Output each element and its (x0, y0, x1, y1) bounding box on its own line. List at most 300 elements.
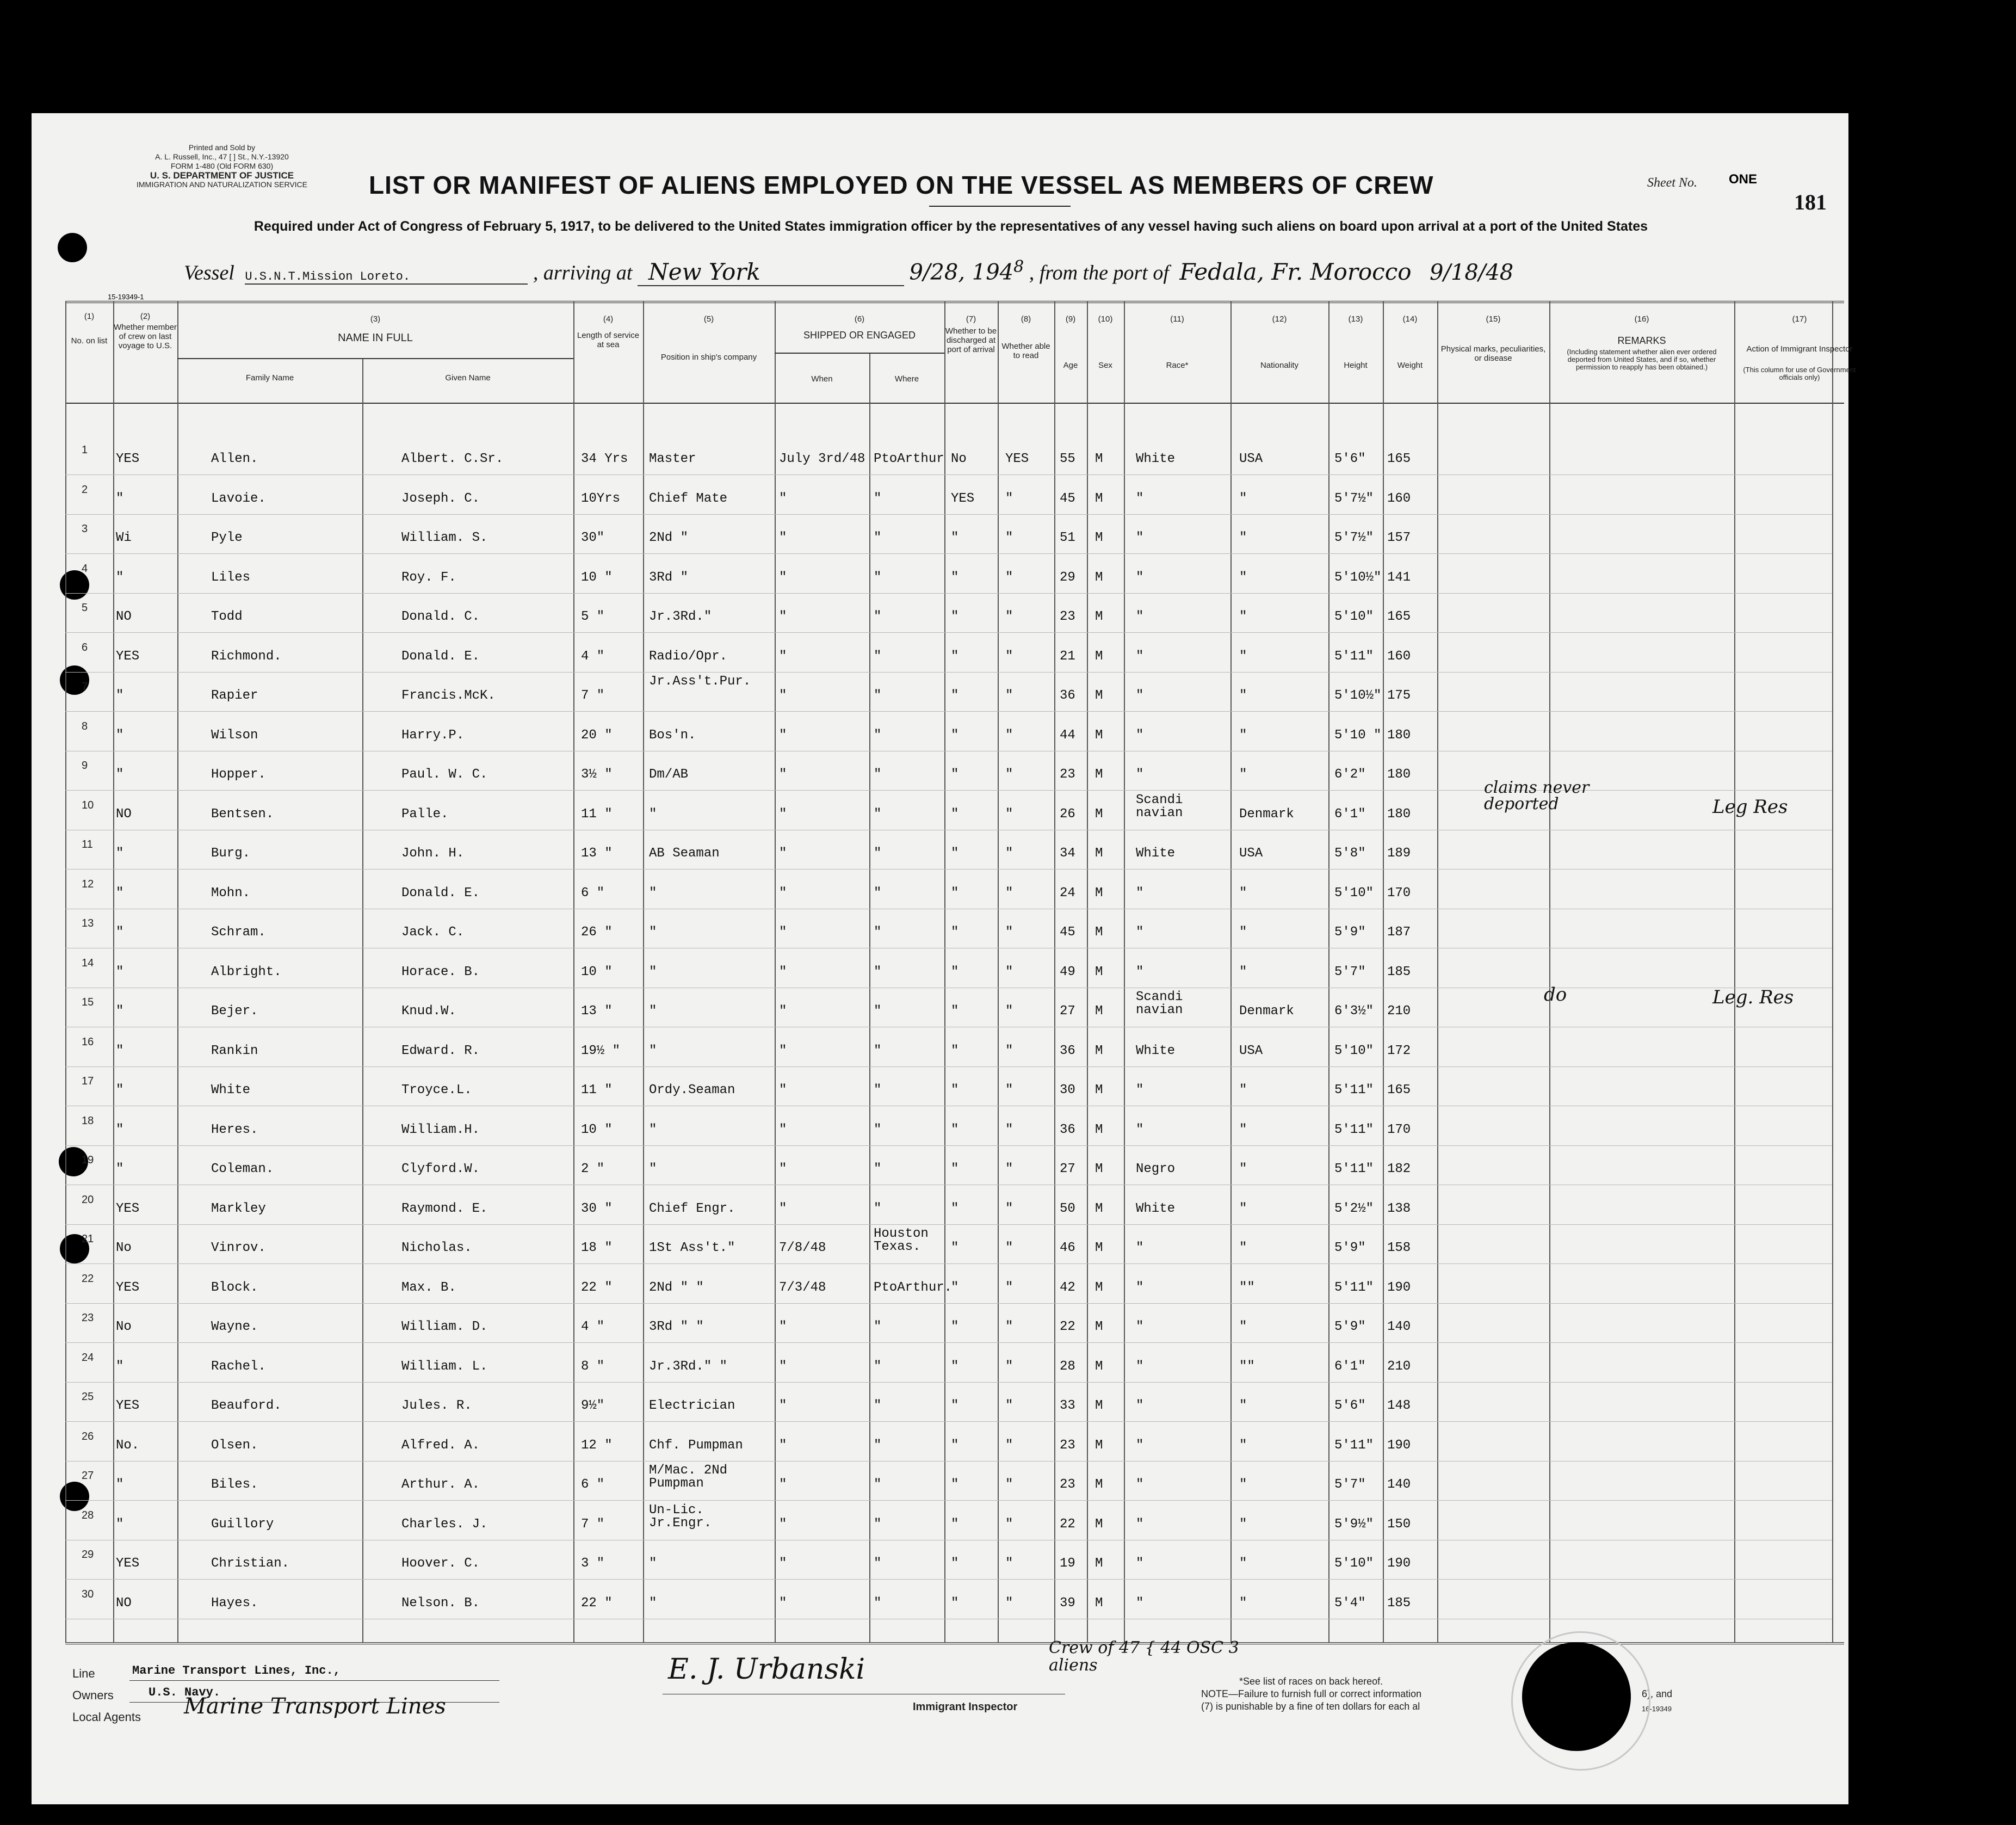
col-family: Liles (211, 570, 251, 585)
col-member: " (116, 1122, 124, 1137)
column-rule (1087, 301, 1088, 1642)
col-weight: 148 (1387, 1398, 1411, 1413)
col-age: 49 (1060, 964, 1075, 979)
row-rule (65, 672, 1832, 673)
col-race: Negro (1136, 1162, 1176, 1176)
column-rule (113, 301, 114, 1642)
col-member: " (116, 885, 124, 901)
col-num: (10) (1098, 315, 1113, 324)
col-race: " (1136, 1122, 1144, 1137)
row-rule (65, 1303, 1832, 1304)
col-race: " (1136, 1516, 1144, 1532)
col-num: (8) (1021, 315, 1031, 324)
col-member: " (116, 1083, 124, 1098)
col-num: (4) (603, 315, 614, 324)
col-service: 20 " (581, 727, 613, 743)
col-discharged: " (951, 531, 959, 545)
col-given: William. D. (401, 1320, 488, 1334)
col-read: " (1005, 964, 1013, 979)
col-weight: 187 (1387, 925, 1411, 940)
col-read: " (1005, 1162, 1013, 1176)
column-rule (177, 301, 178, 1642)
table-top-rule (65, 301, 1844, 303)
col-position: Chief Mate (649, 491, 728, 506)
col-position: " (649, 925, 657, 940)
column-rule (944, 301, 945, 1642)
col-position: " (649, 1556, 657, 1571)
col-discharged: " (951, 1241, 959, 1255)
row-number: 1 (82, 444, 88, 456)
row-rule (65, 1263, 1832, 1264)
col-when: " (779, 1201, 787, 1216)
line-value: Marine Transport Lines, Inc., (132, 1664, 341, 1678)
col-race: " (1136, 1556, 1144, 1571)
col-position: " (649, 964, 657, 979)
shipped-rule (775, 353, 944, 354)
col-nationality: " (1239, 531, 1247, 545)
col-family: Bentsen. (211, 806, 274, 822)
col-race: White (1136, 846, 1176, 861)
col-weight: 160 (1387, 649, 1411, 664)
col-race: " (1136, 1083, 1144, 1098)
col-sex: M (1095, 1320, 1103, 1334)
col-given: Arthur. A. (401, 1477, 480, 1492)
col-service: 8 " (581, 1359, 605, 1374)
printer-line: Printed and Sold by (188, 143, 256, 152)
col-discharged: " (951, 1004, 959, 1019)
col-discharged: " (951, 806, 959, 822)
arriving-label: , arriving at (533, 261, 633, 285)
row-rule (65, 1224, 1832, 1225)
col-age: 45 (1060, 491, 1075, 506)
printer-line: FORM 1-480 (Old FORM 630) (170, 162, 274, 170)
col-when: " (779, 846, 787, 861)
col-weight: 170 (1387, 885, 1411, 901)
col-when: July 3rd/48 (779, 452, 865, 466)
col-when: " (779, 1162, 787, 1176)
col-weight: 160 (1387, 491, 1411, 506)
col-header-marks: Physical marks, peculiarities, or disease (1440, 344, 1546, 363)
col-height: 5'9½" (1334, 1516, 1374, 1532)
column-rule (643, 301, 644, 1642)
row-number: 6 (82, 641, 88, 653)
col-when: " (779, 609, 787, 624)
col-where: " (874, 570, 882, 585)
col-nationality: " (1239, 1122, 1247, 1137)
col-given: Nicholas. (401, 1241, 472, 1255)
col-family: Biles. (211, 1477, 258, 1492)
printer-imprint (81, 143, 363, 189)
footer-note: NOTE—Failure to furnish full or correct information (1201, 1688, 1422, 1699)
row-number: 29 (82, 1549, 94, 1561)
col-race: " (1136, 1595, 1144, 1611)
col-sex: M (1095, 964, 1103, 979)
col-age: 39 (1060, 1595, 1075, 1611)
column-rule (998, 301, 999, 1642)
vessel-name: U.S.N.T.Mission Loreto. (245, 270, 528, 285)
col-given: William. S. (401, 531, 488, 545)
col-discharged: YES (951, 491, 975, 506)
col-service: 13 " (581, 1004, 613, 1019)
col-discharged: " (951, 649, 959, 664)
col-height: 5'11" (1334, 1083, 1374, 1098)
col-age: 55 (1060, 452, 1075, 466)
col-where: " (874, 688, 882, 703)
col-given: Raymond. E. (401, 1201, 488, 1216)
row-number: 12 (82, 878, 94, 890)
col-position: Un-Lic. Jr.Engr. (649, 1502, 712, 1531)
col-position: 1St Ass't." (649, 1241, 735, 1255)
col-header-where: Where (894, 374, 919, 384)
col-family: Guillory (211, 1516, 274, 1532)
col-age: 23 (1060, 767, 1075, 782)
printer-line: U. S. DEPARTMENT OF JUSTICE (150, 170, 294, 181)
col-when: " (779, 531, 787, 545)
col-given: Joseph. C. (401, 491, 480, 506)
column-rule (1734, 301, 1735, 1642)
col-service: 4 " (581, 649, 605, 664)
col-read: " (1005, 649, 1013, 664)
col-where: " (874, 925, 882, 940)
col-discharged: " (951, 1398, 959, 1413)
action-note: (This column for use of Government officials only) (1743, 366, 1856, 381)
col-sex: M (1095, 1241, 1103, 1255)
col-service: 10 " (581, 964, 613, 979)
col-read: " (1005, 1201, 1013, 1216)
row-rule (65, 1461, 1832, 1462)
col-member: " (116, 925, 124, 940)
printer-line: IMMIGRATION AND NATURALIZATION SERVICE (137, 180, 307, 189)
col-discharged: " (951, 1043, 959, 1058)
col-sex: M (1095, 491, 1103, 506)
column-rule (1832, 301, 1833, 1642)
col-given: Albert. C.Sr. (401, 452, 504, 466)
col-nationality: "" (1239, 1280, 1255, 1295)
col-height: 5'11" (1334, 1280, 1374, 1295)
col-read: " (1005, 925, 1013, 940)
col-num: (9) (1065, 315, 1076, 324)
row-number: 4 (82, 562, 88, 575)
col-when: " (779, 1516, 787, 1532)
col-header-race: Race* (1166, 361, 1189, 370)
col-when: " (779, 885, 787, 901)
col-read: " (1005, 1122, 1013, 1137)
col-sex: M (1095, 885, 1103, 901)
col-sex: M (1095, 1004, 1103, 1019)
col-position: Dm/AB (649, 767, 689, 782)
owners-value: U.S. Navy. (149, 1686, 221, 1699)
col-given: Alfred. A. (401, 1438, 480, 1453)
col-sex: M (1095, 609, 1103, 624)
col-sex: M (1095, 1201, 1103, 1216)
col-weight: 138 (1387, 1201, 1411, 1216)
row-rule (65, 632, 1832, 633)
col-where: " (874, 767, 882, 782)
col-when: " (779, 1438, 787, 1453)
col-read: " (1005, 688, 1013, 703)
col-header-family: Family Name (245, 373, 294, 383)
col-when: 7/3/48 (779, 1280, 826, 1295)
col-service: 6 " (581, 1477, 605, 1492)
col-when: " (779, 1359, 787, 1374)
row-rule (65, 1500, 1832, 1501)
col-height: 5'8" (1334, 846, 1366, 861)
col-weight: 140 (1387, 1320, 1411, 1334)
col-sex: M (1095, 1359, 1103, 1374)
col-sex: M (1095, 1556, 1103, 1571)
col-discharged: " (951, 767, 959, 782)
action-row15: Leg. Res (1712, 987, 1794, 1008)
col-nationality: " (1239, 491, 1247, 506)
column-rule (1124, 301, 1125, 1642)
col-member: " (116, 491, 124, 506)
col-age: 36 (1060, 1122, 1075, 1137)
col-header-service: Length of service at sea (577, 331, 640, 349)
col-discharged: " (951, 1556, 959, 1571)
col-race: " (1136, 688, 1144, 703)
col-service: 9½" (581, 1398, 605, 1413)
col-where: " (874, 964, 882, 979)
col-family: Vinrov. (211, 1241, 266, 1255)
col-position: " (649, 1122, 657, 1137)
col-nationality: " (1239, 767, 1247, 782)
col-age: 36 (1060, 1043, 1075, 1058)
col-age: 21 (1060, 649, 1075, 664)
col-height: 5'11" (1334, 1162, 1374, 1176)
col-read: " (1005, 1438, 1013, 1453)
col-when: " (779, 806, 787, 822)
column-rule (1328, 301, 1329, 1642)
col-nationality: " (1239, 1556, 1247, 1571)
col-where: " (874, 885, 882, 901)
col-service: 10 " (581, 570, 613, 585)
col-discharged: " (951, 570, 959, 585)
col-read: " (1005, 885, 1013, 901)
col-read: " (1005, 531, 1013, 545)
col-member: NO (116, 609, 132, 624)
col-height: 6'2" (1334, 767, 1366, 782)
footer-note-2: (7) is punishable by a fine of ten dollars for each al (1201, 1701, 1420, 1712)
agents-label: Local Agents (72, 1710, 141, 1724)
col-weight: 157 (1387, 531, 1411, 545)
col-weight: 210 (1387, 1004, 1411, 1019)
col-race: White (1136, 1201, 1176, 1216)
col-discharged: " (951, 1516, 959, 1532)
col-service: 18 " (581, 1241, 613, 1255)
col-sex: M (1095, 1162, 1103, 1176)
col-given: Paul. W. C. (401, 767, 488, 782)
col-where: " (874, 1320, 882, 1334)
col-when: " (779, 1043, 787, 1058)
col-race: Scandi navian (1136, 792, 1183, 821)
col-height: 5'6" (1334, 1398, 1366, 1413)
col-given: Max. B. (401, 1280, 456, 1295)
col-position: Chf. Pumpman (649, 1438, 743, 1453)
col-age: 29 (1060, 570, 1075, 585)
col-discharged: " (951, 925, 959, 940)
col-nationality: USA (1239, 452, 1263, 466)
title-underline (929, 206, 1071, 207)
col-given: Knud.W. (401, 1004, 456, 1019)
col-member: " (116, 846, 124, 861)
col-discharged: " (951, 609, 959, 624)
col-height: 5'10 " (1334, 727, 1382, 743)
col-where: " (874, 1359, 882, 1374)
row-rule (65, 1066, 1832, 1067)
col-family: Allen. (211, 452, 258, 466)
col-height: 5'9" (1334, 925, 1366, 940)
col-member: No. (116, 1438, 140, 1453)
column-rule (65, 301, 66, 1642)
col-sex: M (1095, 846, 1103, 861)
column-rule (1549, 301, 1550, 1642)
col-discharged: " (951, 846, 959, 861)
inspector-signature: E. J. Urbanski (668, 1653, 865, 1686)
col-service: 13 " (581, 846, 613, 861)
col-given: Francis.McK. (401, 688, 496, 703)
col-service: 6 " (581, 885, 605, 901)
col-nationality: " (1239, 1201, 1247, 1216)
col-where: PtoArthur (874, 452, 944, 466)
col-when: " (779, 727, 787, 743)
col-discharged: " (951, 1359, 959, 1374)
col-header-weight: Weight (1397, 361, 1423, 370)
col-position: Jr.Ass't.Pur. (649, 674, 751, 689)
col-discharged: " (951, 1320, 959, 1334)
col-race: " (1136, 1320, 1144, 1334)
arrival-year: 8 (1013, 257, 1024, 276)
col-service: 30 " (581, 1201, 613, 1216)
col-race: " (1136, 925, 1144, 940)
col-read: " (1005, 806, 1013, 822)
col-where: PtoArthur. (874, 1280, 953, 1295)
col-where: " (874, 649, 882, 664)
col-read: " (1005, 1241, 1013, 1255)
col-family: Pyle (211, 531, 243, 545)
col-age: 51 (1060, 531, 1075, 545)
col-weight: 190 (1387, 1438, 1411, 1453)
col-height: 5'9" (1334, 1320, 1366, 1334)
col-nationality: " (1239, 925, 1247, 940)
requirement-text: Required under Act of Congress of February 5, 1917, to be delivered to the United States immigration officer by the representatives of any vessel having such aliens on board upon arrival at a port of the United States (253, 219, 1648, 234)
col-weight: 210 (1387, 1359, 1411, 1374)
form-ref: 16-19349 (1642, 1705, 1672, 1713)
row-rule (65, 1145, 1832, 1146)
row-rule (65, 514, 1832, 515)
row-rule (65, 474, 1832, 475)
col-given: Charles. J. (401, 1516, 488, 1532)
col-header-no: No. on list (71, 336, 108, 346)
col-where: " (874, 1556, 882, 1571)
col-age: 23 (1060, 1477, 1075, 1492)
row-number: 19 (82, 1154, 94, 1166)
col-where: " (874, 609, 882, 624)
col-read: " (1005, 1320, 1013, 1334)
col-race: " (1136, 1241, 1144, 1255)
col-given: Hoover. C. (401, 1556, 480, 1571)
col-given: John. H. (401, 846, 465, 861)
col-height: 5'10" (1334, 885, 1374, 901)
col-discharged: " (951, 1122, 959, 1137)
row-rule (65, 1382, 1832, 1383)
col-given: Donald. C. (401, 609, 480, 624)
col-sex: M (1095, 1083, 1103, 1098)
col-position: Radio/Opr. (649, 649, 728, 664)
arriving-port: New York (638, 258, 904, 286)
col-member: NO (116, 806, 132, 822)
col-age: 30 (1060, 1083, 1075, 1098)
col-age: 23 (1060, 609, 1075, 624)
col-family: Mohn. (211, 885, 251, 901)
row-rule (65, 711, 1832, 712)
col-discharged: No (951, 452, 967, 466)
col-sex: M (1095, 1595, 1103, 1611)
col-height: 5'10" (1334, 1043, 1374, 1058)
arrival-date: 9/28, 194 (909, 260, 1014, 285)
col-nationality: Denmark (1239, 806, 1294, 822)
col-service: 19½ " (581, 1043, 621, 1058)
column-rule (869, 353, 870, 1642)
line-underline (129, 1680, 499, 1681)
col-num: (5) (703, 315, 714, 324)
col-position: 2Nd " " (649, 1280, 704, 1295)
col-weight: 170 (1387, 1122, 1411, 1137)
col-where: " (874, 1398, 882, 1413)
col-sex: M (1095, 570, 1103, 585)
col-position: Electrician (649, 1398, 735, 1413)
col-discharged: " (951, 1201, 959, 1216)
col-where: " (874, 491, 882, 506)
row-number: 17 (82, 1075, 94, 1087)
col-num: (3) (370, 315, 381, 324)
col-age: 45 (1060, 925, 1075, 940)
col-sex: M (1095, 925, 1103, 940)
col-weight: 150 (1387, 1516, 1411, 1532)
col-when: " (779, 688, 787, 703)
row-number: 22 (82, 1272, 94, 1285)
col-num: (6) (854, 315, 865, 324)
col-discharged: " (951, 964, 959, 979)
row-number: 18 (82, 1114, 94, 1127)
col-where: " (874, 1004, 882, 1019)
row-number: 7 (82, 681, 88, 693)
col-height: 5'7½" (1334, 491, 1374, 506)
col-age: 23 (1060, 1438, 1075, 1453)
column-rule (1437, 301, 1438, 1642)
header-bottom-rule (65, 403, 1844, 404)
col-height: 5'10½" (1334, 688, 1382, 703)
col-family: Heres. (211, 1122, 258, 1137)
col-position: AB Seaman (649, 846, 720, 861)
col-service: 30" (581, 531, 605, 545)
col-where: Houston Texas. (874, 1226, 929, 1254)
col-sex: M (1095, 1477, 1103, 1492)
col-height: 5'7½" (1334, 531, 1374, 545)
col-member: YES (116, 1556, 140, 1571)
col-when: " (779, 964, 787, 979)
col-service: 22 " (581, 1595, 613, 1611)
from-label: , from the port of (1029, 261, 1169, 285)
col-weight: 140 (1387, 1477, 1411, 1492)
col-service: 2 " (581, 1162, 605, 1176)
col-discharged: " (951, 1162, 959, 1176)
col-member: NO (116, 1595, 132, 1611)
crew-note: Crew of 47 { 44 OSC 3 aliens (1049, 1638, 1239, 1675)
col-weight: 180 (1387, 806, 1411, 822)
col-weight: 185 (1387, 1595, 1411, 1611)
row-rule (65, 553, 1832, 554)
col-service: 7 " (581, 1516, 605, 1532)
